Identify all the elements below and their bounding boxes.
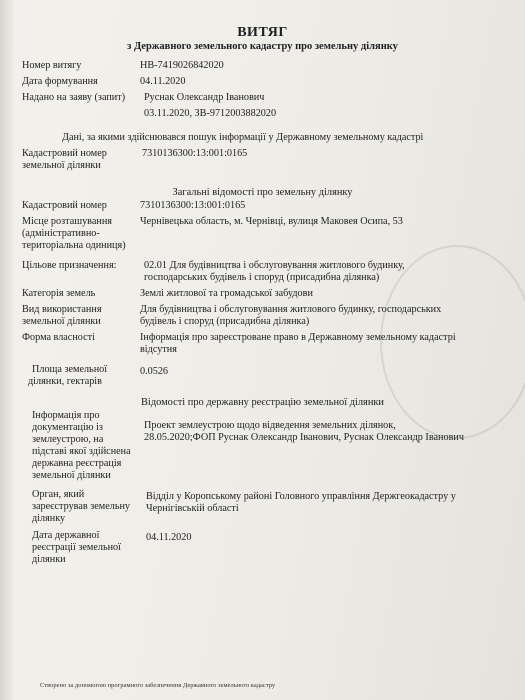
ownership-label: Форма власності: [22, 332, 95, 343]
document-title: ВИТЯГ: [237, 25, 288, 40]
formation-date-value: 04.11.2020: [140, 76, 186, 87]
doc-value-1: Проект землеустрою щодо відведення земельних ділянок,: [144, 420, 396, 431]
location-label-1: Місце розташування: [22, 216, 112, 227]
request-reference: 03.11.2020, ЗВ-9712003882020: [144, 108, 277, 119]
doc-label-6: земельної ділянки: [32, 470, 111, 481]
land-category-value: Землі житлової та громадської забудови: [140, 288, 313, 299]
general-heading: Загальні відомості про земельну ділянку: [172, 187, 353, 198]
organ-label-2: зареєстрував земельну: [32, 501, 131, 512]
search-cadastral-label-1: Кадастровий номер: [22, 148, 107, 159]
area-label-1: Площа земельної: [32, 364, 108, 375]
land-category-label: Категорія земель: [22, 288, 96, 299]
reg-date-value: 04.11.2020: [146, 532, 192, 543]
organ-value-1: Відділ у Коропському районі Головного управління Держгеокадастру у: [146, 491, 456, 502]
ownership-value-2: відсутня: [140, 344, 177, 355]
purpose-value-1: 02.01 Для будівництва і обслуговування житлового будинку,: [144, 260, 405, 271]
location-label-3: територіальна одиниця): [22, 240, 126, 251]
use-type-value-2: будівель і споруд (присадибна ділянка): [140, 316, 310, 327]
formation-date-label: Дата формування: [22, 76, 98, 87]
registration-heading: Відомості про державну реєстрацію земельної ділянки: [141, 397, 384, 408]
ownership-value-1: Інформація про зареєстроване право в Державному земельному кадастрі: [140, 332, 456, 343]
organ-label-3: ділянку: [32, 513, 66, 524]
cadastral-number-label: Кадастровий номер: [22, 200, 107, 211]
doc-label-4: підставі якої здійснена: [32, 446, 131, 457]
use-type-label-2: земельної ділянки: [22, 316, 101, 327]
extract-number-label: Номер витягу: [22, 60, 82, 71]
doc-value-2: 28.05.2020;ФОП Руснак Олександр Іванович, Руснак Олександр Іванович: [144, 432, 464, 443]
doc-label-5: державна реєстрація: [32, 458, 122, 469]
footer-note: Створено за допомогою програмного забезпечення Державного земельного кадастру: [40, 682, 276, 689]
search-cadastral-label-2: земельної ділянки: [22, 160, 101, 171]
reg-date-label-1: Дата державної: [32, 530, 100, 541]
use-type-value-1: Для будівництва і обслуговування житлового будинку, господарських: [140, 304, 442, 315]
search-heading: Дані, за якими здійснювався пошук інформації у Державному земельному кадастрі: [62, 132, 424, 143]
organ-value-2: Чернігівській області: [146, 503, 239, 514]
location-label-2: (адміністративно-: [22, 228, 100, 239]
extract-number-value: НВ-7419026842020: [140, 60, 224, 71]
search-cadastral-value: 7310136300:13:001:0165: [142, 148, 248, 159]
reg-date-label-2: реєстрації земельної: [32, 542, 121, 553]
doc-label-1: Інформація про: [32, 410, 100, 421]
reg-date-label-3: ділянки: [32, 554, 66, 565]
cadastral-number-value: 7310136300:13:001:0165: [140, 200, 246, 211]
use-type-label-1: Вид використання: [22, 304, 102, 315]
location-value: Чернівецька область, м. Чернівці, вулиця Маковея Осипа, 53: [140, 216, 403, 227]
organ-label-1: Орган, який: [32, 489, 85, 500]
page-fold-shadow: [0, 0, 14, 700]
area-value: 0.0526: [140, 366, 169, 377]
purpose-value-2: господарських будівель і споруд (присадибна ділянка): [144, 272, 380, 283]
document-subtitle: з Державного земельного кадастру про земельну ділянку: [127, 41, 398, 52]
request-label: Надано на заяву (запит): [22, 92, 126, 103]
purpose-label: Цільове призначення:: [22, 260, 117, 271]
area-label-2: ділянки, гектарів: [28, 376, 102, 387]
doc-label-3: землеустрою, на: [32, 434, 104, 445]
doc-label-2: документацію із: [32, 422, 103, 433]
request-name: Руснак Олександр Іванович: [144, 92, 265, 103]
